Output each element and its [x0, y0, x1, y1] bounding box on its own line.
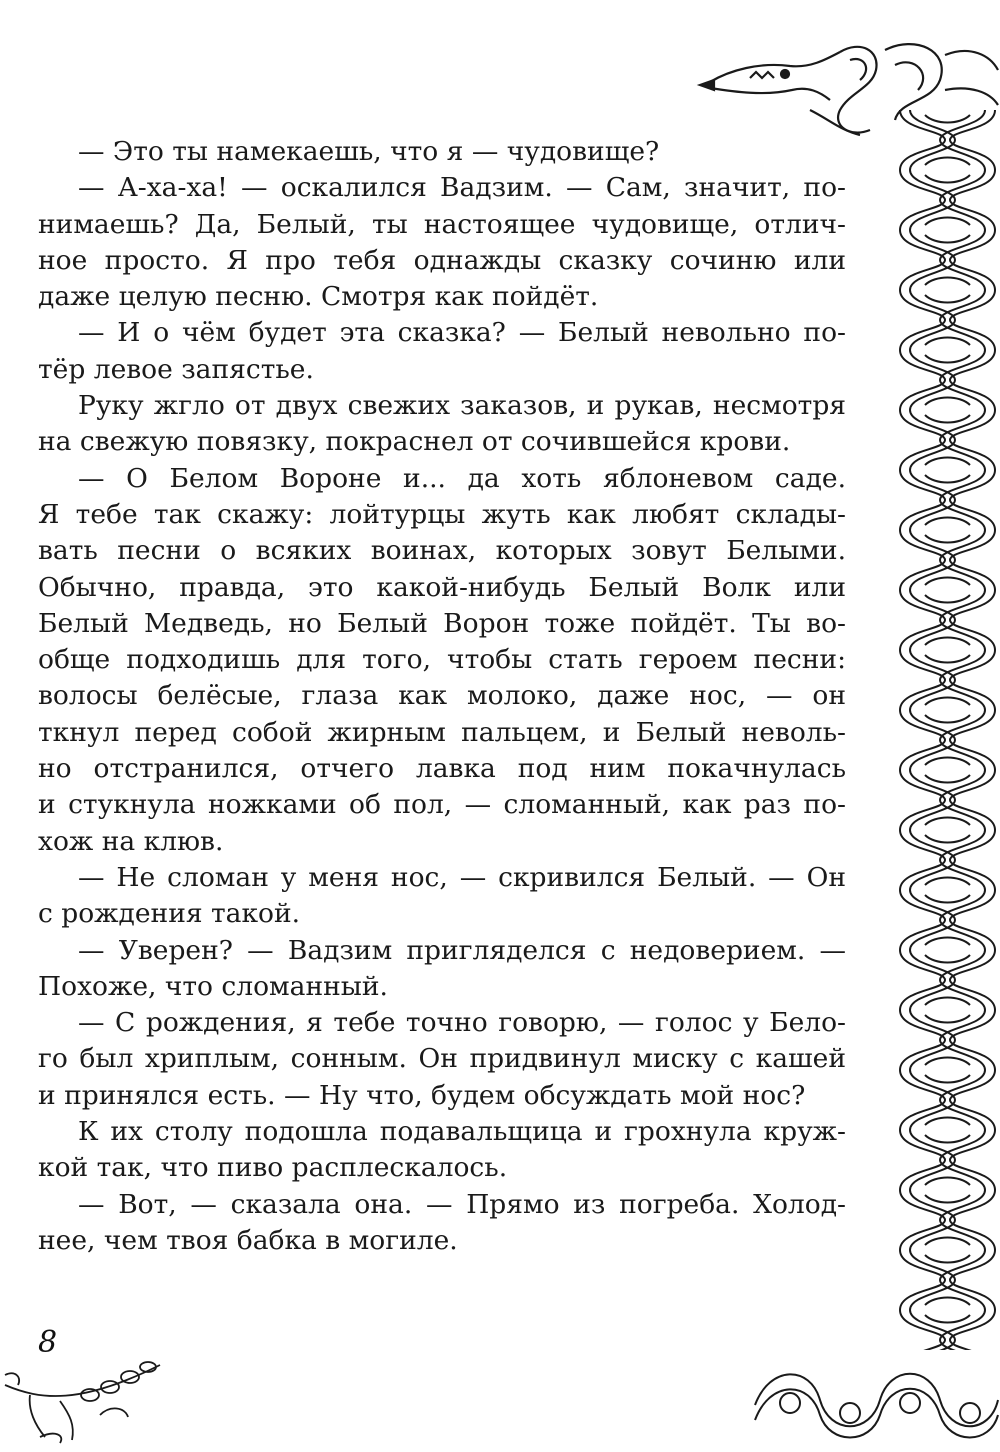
text-line: и стукнула ножками об пол, — сломанный, как раз по- [38, 789, 846, 821]
text-line: Руку жгло от двух свежих заказов, и рукав, несмотря [78, 390, 846, 422]
text-line: — А-ха-ха! — оскалился Вадзим. — Сам, значит, по- [78, 172, 846, 204]
text-line: тёр левое запястье. [38, 353, 314, 385]
text-line: — И о чём будет эта сказка? — Белый невольно по- [78, 317, 846, 349]
celtic-knot-border-icon [895, 110, 1000, 1350]
floral-flourish-icon [0, 1345, 170, 1445]
text-line: кой так, что пиво расплескалось. [38, 1152, 508, 1184]
text-line: ное просто. Я про тебя однажды сказку сочиню или [38, 244, 846, 276]
text-line: вать песни о всяких воинах, которых зовут Белыми. [38, 535, 846, 567]
text-line: — Вот, — сказала она. — Прямо из погреба. Холод- [78, 1188, 846, 1220]
knot-row-icon [750, 1345, 1000, 1450]
page-number: 8 [38, 1325, 58, 1360]
text-line: волосы белёсые, глаза как молоко, даже нос, — он [38, 680, 846, 712]
text-line: — С рождения, я тебе точно говорю, — голос у Бело- [78, 1007, 846, 1039]
text-line: с рождения такой. [38, 898, 301, 930]
text-line: К их столу подошла подавальщица и грохнула круж- [78, 1116, 846, 1148]
text-line: го был хриплым, сонным. Он придвинул миску с кашей [38, 1043, 846, 1075]
text-line: и принялся есть. — Ну что, будем обсуждать мой нос? [38, 1079, 806, 1111]
text-line: Белый Медведь, но Белый Ворон тоже пойдёт. Ты во- [38, 607, 846, 639]
text-line: но отстранился, отчего лавка под ним покачнулась [38, 753, 846, 785]
text-line: хож на клюв. [38, 825, 224, 857]
text-line: даже целую песню. Смотря как пойдёт. [38, 281, 599, 313]
text-line: нимаешь? Да, Белый, ты настоящее чудовище, отлич- [38, 208, 846, 240]
text-line: Я тебе так скажу: лойтурцы жуть как любят склады- [38, 498, 846, 530]
text-line: Обычно, правда, это какой-нибудь Белый Волк или [38, 571, 846, 603]
text-line: обще подходишь для того, чтобы стать героем песни: [38, 644, 846, 676]
text-line: нее, чем твоя бабка в могиле. [38, 1224, 458, 1256]
text-line: — Уверен? — Вадзим пригляделся с недоверием. — [78, 934, 846, 966]
text-line: — Не сломан у меня нос, — скривился Белый. — Он [78, 861, 846, 893]
text-line: — О Белом Вороне и... да хоть яблоневом саде. [78, 462, 846, 494]
body-text [38, 134, 846, 1259]
text-line: ткнул перед собой жирным пальцем, и Белый неволь- [38, 716, 846, 748]
text-line: Похоже, что сломанный. [38, 970, 388, 1002]
text-line: на свежую повязку, покраснел от сочившейся крови. [38, 426, 791, 458]
text-line: — Это ты намекаешь, что я — чудовище? [78, 136, 660, 167]
